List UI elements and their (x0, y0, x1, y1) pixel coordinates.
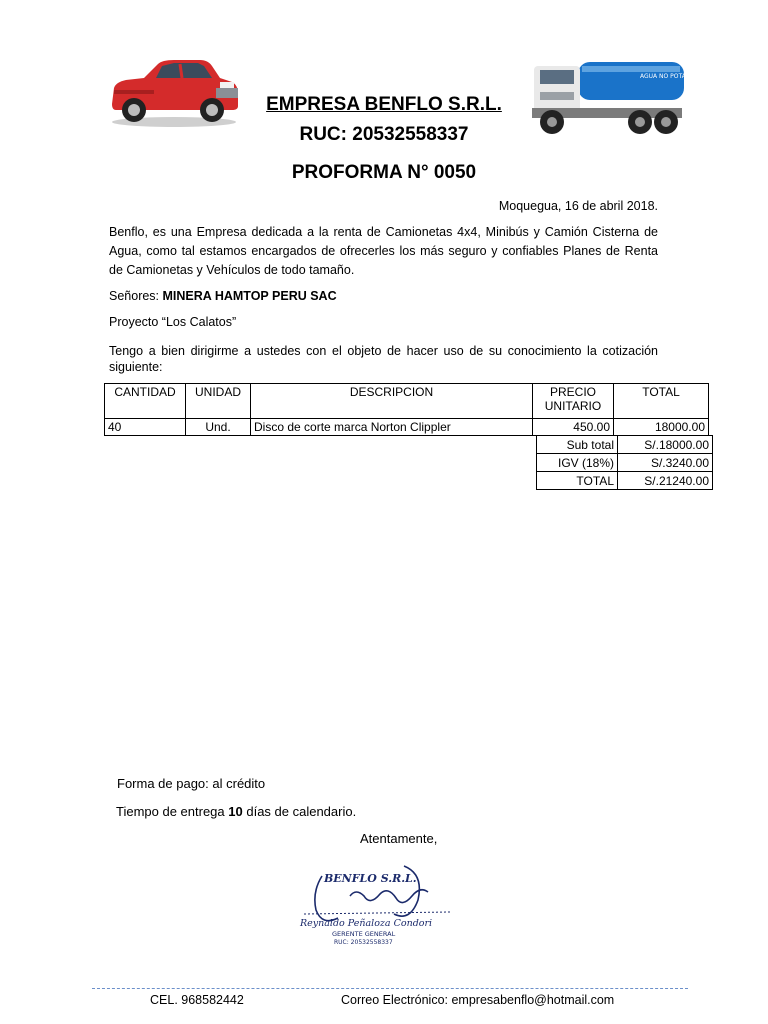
company-ruc: RUC: 20532558337 (299, 124, 469, 145)
red-pickup-image (104, 52, 244, 128)
table-row (105, 419, 709, 436)
header-total: TOTAL (614, 384, 709, 419)
email-address: Correo Electrónico: empresabenflo@hotmail.com (341, 993, 615, 1007)
phone-number: CEL. 968582442 (150, 993, 244, 1007)
cell-unidad: Und. (186, 419, 251, 436)
payment-terms: Forma de pago: al crédito (117, 776, 266, 791)
document-date: Moquegua, 16 de abril 2018. (498, 199, 658, 213)
cell-precio: 450.00 (533, 419, 614, 436)
total-label: TOTAL (537, 472, 618, 490)
subtotal-label: Sub total (537, 436, 618, 454)
cell-cantidad: 40 (105, 419, 186, 436)
svg-text:RUC: 20532558337: RUC: 20532558337 (334, 939, 393, 946)
signature-stamp (292, 862, 462, 948)
svg-text:Reynaldo Peñaloza Condori: Reynaldo Peñaloza Condori (300, 918, 433, 929)
total-row (537, 472, 713, 490)
payment-value: al crédito (212, 776, 266, 791)
svg-text:AGUA NO POTABLE: AGUA NO POTABLE (640, 73, 698, 80)
delivery-days: 10 (228, 804, 243, 819)
recipient-name: MINERA HAMTOP PERU SAC (162, 289, 337, 303)
project-line: Proyecto “Los Calatos” (109, 315, 237, 329)
subtotal-value: S/.18000.00 (618, 436, 713, 454)
company-name: EMPRESA BENFLO S.R.L. (266, 94, 502, 115)
footer-divider (92, 988, 688, 989)
header-cantidad: CANTIDAD (105, 384, 186, 419)
intro-paragraph: Benflo, es una Empresa dedicada a la renta de Camionetas 4x4, Minibús y Camión Cisterna de Agua, como tal estamos encargados de ofrecerles los más seguro y confiables Planes de Renta de Camionetas y Vehículos de todo tamaño. (109, 225, 658, 277)
closing-phrase: Atentamente, (360, 831, 438, 846)
total-value: S/.21240.00 (618, 472, 713, 490)
header-precio-unitario: PRECIO UNITARIO (533, 384, 614, 419)
igv-row (537, 454, 713, 472)
quote-table (104, 383, 709, 436)
igv-value: S/.3240.00 (618, 454, 713, 472)
quote-intro-paragraph: Tengo a bien dirigirme a ustedes con el objeto de hacer uso de su conocimiento la cotización siguiente: (109, 344, 658, 374)
recipient-line: Señores: MINERA HAMTOP PERU SAC (109, 289, 337, 303)
svg-text:BENFLO S.R.L.: BENFLO S.R.L. (324, 872, 417, 885)
table-header-row (105, 384, 709, 419)
cell-total: 18000.00 (614, 419, 709, 436)
totals-table (536, 435, 713, 490)
proforma-number: PROFORMA N° 0050 (291, 162, 477, 183)
delivery-time: Tiempo de entrega 10 días de calendario. (116, 804, 357, 819)
header-descripcion: DESCRIPCION (251, 384, 533, 419)
cell-descripcion: Disco de corte marca Norton Clippler (251, 419, 533, 436)
igv-label: IGV (18%) (537, 454, 618, 472)
subtotal-row (537, 436, 713, 454)
svg-text:GERENTE GENERAL: GERENTE GENERAL (332, 930, 396, 938)
header-unidad: UNIDAD (186, 384, 251, 419)
